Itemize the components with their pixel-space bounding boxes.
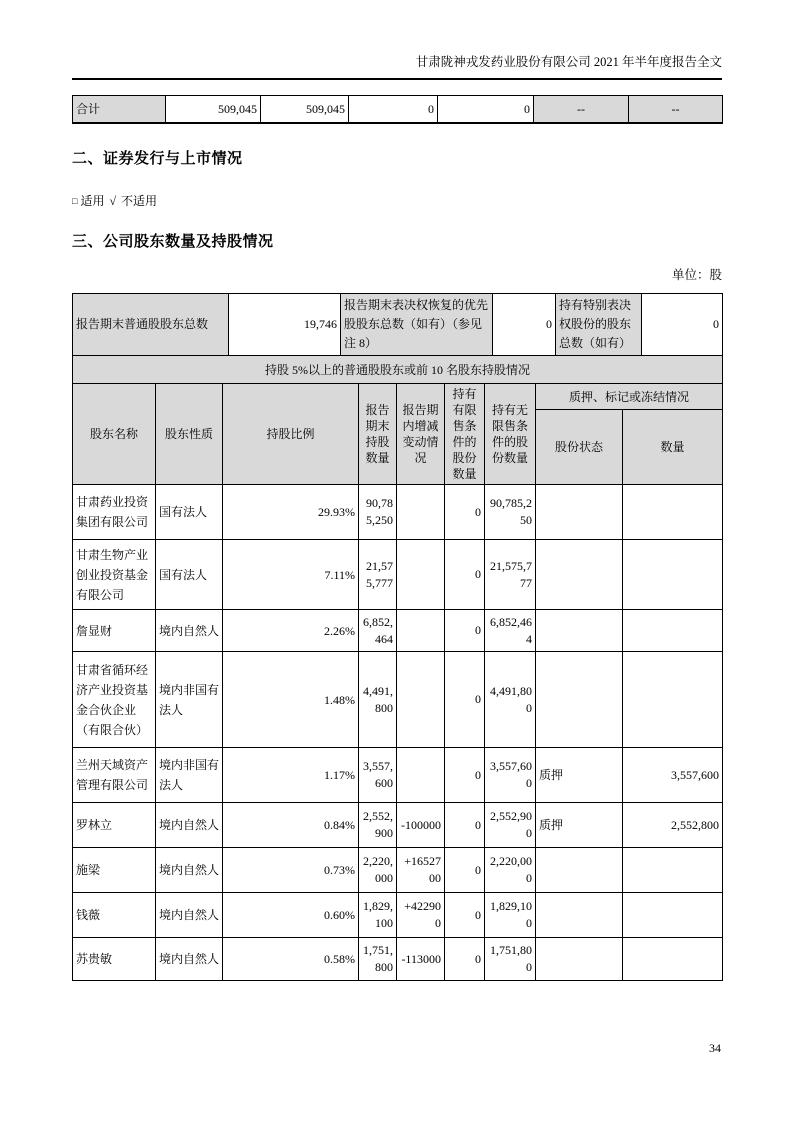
header-ratio: 持股比例 bbox=[223, 384, 359, 485]
holder-cell-nature: 境内自然人 bbox=[156, 893, 223, 938]
holder-cell-ratio: 1.17% bbox=[223, 748, 359, 803]
special-voting-value: 0 bbox=[642, 294, 723, 356]
total-dash-cell: -- bbox=[534, 96, 629, 124]
total-dash-cell: -- bbox=[629, 96, 723, 124]
holder-cell-name: 甘肃药业投资集团有限公司 bbox=[73, 485, 156, 540]
holder-cell-name: 詹显财 bbox=[73, 610, 156, 652]
shareholder-summary-table bbox=[72, 293, 723, 384]
holder-cell-name: 兰州天域资产管理有限公司 bbox=[73, 748, 156, 803]
header-pledge-group: 质押、标记或冻结情况 bbox=[536, 384, 723, 410]
holder-cell-status bbox=[536, 485, 623, 540]
holder-cell-status bbox=[536, 848, 623, 893]
total-value-cell: 0 bbox=[438, 96, 534, 124]
holder-cell-qty bbox=[623, 540, 723, 610]
holder-cell-nature: 国有法人 bbox=[156, 485, 223, 540]
holder-cell-unrestricted: 1,829,100 bbox=[485, 893, 536, 938]
header-nature: 股东性质 bbox=[156, 384, 223, 485]
total-table bbox=[72, 95, 723, 124]
holder-cell-status bbox=[536, 610, 623, 652]
holder-cell-restricted: 0 bbox=[445, 938, 485, 981]
holder-cell-restricted: 0 bbox=[445, 652, 485, 748]
page-header bbox=[72, 0, 722, 80]
ordinary-holders-label: 报告期末普通股股东总数 bbox=[73, 294, 229, 356]
holder-cell-unrestricted: 3,557,600 bbox=[485, 748, 536, 803]
header-shares-end: 报告期末持股数量 bbox=[359, 384, 397, 485]
checkbox-unchecked-icon: □ bbox=[72, 196, 78, 206]
holder-cell-restricted: 0 bbox=[445, 485, 485, 540]
holder-cell-nature: 境内自然人 bbox=[156, 803, 223, 848]
holder-cell-unrestricted: 6,852,464 bbox=[485, 610, 536, 652]
holder-cell-nature: 境内自然人 bbox=[156, 848, 223, 893]
special-voting-label: 持有特别表决权股份的股东总数（如有） bbox=[556, 294, 642, 356]
holder-cell-status bbox=[536, 893, 623, 938]
holder-cell-unrestricted: 1,751,800 bbox=[485, 938, 536, 981]
holder-cell-shares-end: 1,829,100 bbox=[359, 893, 397, 938]
holder-cell-status: 质押 bbox=[536, 803, 623, 848]
preferred-holders-label: 报告期末表决权恢复的优先股股东总数（如有）（参见注 8） bbox=[341, 294, 493, 356]
holder-cell-unrestricted: 4,491,800 bbox=[485, 652, 536, 748]
holder-cell-status bbox=[536, 938, 623, 981]
holder-cell-shares-end: 6,852,464 bbox=[359, 610, 397, 652]
holders-table bbox=[72, 383, 723, 981]
holder-cell-qty bbox=[623, 893, 723, 938]
holder-cell-unrestricted: 2,552,900 bbox=[485, 803, 536, 848]
holder-cell-change: -113000 bbox=[397, 938, 445, 981]
holder-cell-ratio: 0.84% bbox=[223, 803, 359, 848]
holder-cell-nature: 境内自然人 bbox=[156, 610, 223, 652]
holder-cell-qty bbox=[623, 848, 723, 893]
holder-cell-qty bbox=[623, 938, 723, 981]
holder-cell-nature: 境内非国有法人 bbox=[156, 748, 223, 803]
holder-cell-change bbox=[397, 748, 445, 803]
header-quantity: 数量 bbox=[623, 410, 723, 485]
holder-row bbox=[73, 893, 723, 938]
holder-cell-shares-end: 21,575,777 bbox=[359, 540, 397, 610]
holder-cell-shares-end: 3,557,600 bbox=[359, 748, 397, 803]
holder-row bbox=[73, 803, 723, 848]
preferred-holders-value: 0 bbox=[493, 294, 556, 356]
holder-cell-qty: 2,552,800 bbox=[623, 803, 723, 848]
holder-cell-shares-end: 90,785,250 bbox=[359, 485, 397, 540]
holder-cell-change: -100000 bbox=[397, 803, 445, 848]
holder-cell-shares-end: 4,491,800 bbox=[359, 652, 397, 748]
holder-cell-nature: 境内非国有法人 bbox=[156, 652, 223, 748]
header-restricted: 持有有限售条件的股份数量 bbox=[445, 384, 485, 485]
checkmark-icon: √ bbox=[109, 194, 117, 208]
holder-cell-change bbox=[397, 610, 445, 652]
page-number: 34 bbox=[709, 1041, 721, 1055]
holder-row bbox=[73, 485, 723, 540]
section-2-title: 二、证券发行与上市情况 bbox=[72, 150, 243, 167]
holder-cell-unrestricted: 90,785,250 bbox=[485, 485, 536, 540]
holders-tbody bbox=[73, 485, 723, 981]
header-share-status: 股份状态 bbox=[536, 410, 623, 485]
shareholder-count-row bbox=[73, 294, 723, 356]
holder-cell-change: +1652700 bbox=[397, 848, 445, 893]
header-name: 股东名称 bbox=[73, 384, 156, 485]
holder-cell-restricted: 0 bbox=[445, 803, 485, 848]
holder-cell-unrestricted: 21,575,777 bbox=[485, 540, 536, 610]
holder-cell-name: 施梁 bbox=[73, 848, 156, 893]
holder-cell-change bbox=[397, 540, 445, 610]
holder-row bbox=[73, 652, 723, 748]
holder-cell-name: 甘肃省循环经济产业投资基金合伙企业（有限合伙） bbox=[73, 652, 156, 748]
report-title: 甘肃陇神戎发药业股份有限公司 2021 年半年度报告全文 bbox=[415, 55, 722, 69]
section-3-title: 三、公司股东数量及持股情况 bbox=[72, 233, 274, 250]
holder-cell-ratio: 0.58% bbox=[223, 938, 359, 981]
holder-cell-restricted: 0 bbox=[445, 893, 485, 938]
holder-row bbox=[73, 748, 723, 803]
holder-cell-shares-end: 2,552,900 bbox=[359, 803, 397, 848]
header-change: 报告期内增减变动情况 bbox=[397, 384, 445, 485]
holder-cell-ratio: 0.60% bbox=[223, 893, 359, 938]
holder-cell-restricted: 0 bbox=[445, 848, 485, 893]
holder-cell-name: 罗林立 bbox=[73, 803, 156, 848]
holder-cell-shares-end: 2,220,000 bbox=[359, 848, 397, 893]
holder-cell-ratio: 7.11% bbox=[223, 540, 359, 610]
top10-caption: 持股 5%以上的普通股股东或前 10 名股东持股情况 bbox=[73, 356, 723, 384]
holder-cell-status bbox=[536, 540, 623, 610]
total-label-cell: 合计 bbox=[73, 96, 166, 124]
total-value-cell: 509,045 bbox=[261, 96, 349, 124]
holder-cell-ratio: 2.26% bbox=[223, 610, 359, 652]
holder-cell-status: 质押 bbox=[536, 748, 623, 803]
ordinary-holders-value: 19,746 bbox=[229, 294, 341, 356]
holder-cell-qty bbox=[623, 485, 723, 540]
holder-cell-unrestricted: 2,220,000 bbox=[485, 848, 536, 893]
holder-cell-restricted: 0 bbox=[445, 748, 485, 803]
holder-cell-ratio: 1.48% bbox=[223, 652, 359, 748]
holder-row bbox=[73, 848, 723, 893]
holder-cell-qty bbox=[623, 610, 723, 652]
holder-cell-name: 钱薇 bbox=[73, 893, 156, 938]
holder-cell-status bbox=[536, 652, 623, 748]
holder-cell-name: 甘肃生物产业创业投资基金有限公司 bbox=[73, 540, 156, 610]
holders-header-row-1 bbox=[73, 384, 723, 410]
applicable-label: 适用 bbox=[80, 194, 105, 208]
holder-cell-ratio: 0.73% bbox=[223, 848, 359, 893]
holder-cell-name: 苏贵敏 bbox=[73, 938, 156, 981]
holder-cell-qty bbox=[623, 652, 723, 748]
total-value-cell: 509,045 bbox=[166, 96, 261, 124]
applicability-line bbox=[72, 193, 722, 209]
total-value-cell: 0 bbox=[349, 96, 438, 124]
header-unrestricted: 持有无限售条件的股份数量 bbox=[485, 384, 536, 485]
holder-row bbox=[73, 938, 723, 981]
top10-caption-row bbox=[73, 356, 723, 384]
holder-cell-change: +422900 bbox=[397, 893, 445, 938]
unit-label: 单位：股 bbox=[671, 268, 722, 282]
holder-cell-qty: 3,557,600 bbox=[623, 748, 723, 803]
holder-cell-shares-end: 1,751,800 bbox=[359, 938, 397, 981]
holder-cell-nature: 境内自然人 bbox=[156, 938, 223, 981]
holder-row bbox=[73, 610, 723, 652]
total-row bbox=[73, 96, 723, 124]
holder-cell-nature: 国有法人 bbox=[156, 540, 223, 610]
holder-cell-restricted: 0 bbox=[445, 540, 485, 610]
not-applicable-label: 不适用 bbox=[121, 194, 158, 208]
holder-cell-restricted: 0 bbox=[445, 610, 485, 652]
holder-row bbox=[73, 540, 723, 610]
holder-cell-ratio: 29.93% bbox=[223, 485, 359, 540]
holder-cell-change bbox=[397, 652, 445, 748]
holder-cell-change bbox=[397, 485, 445, 540]
